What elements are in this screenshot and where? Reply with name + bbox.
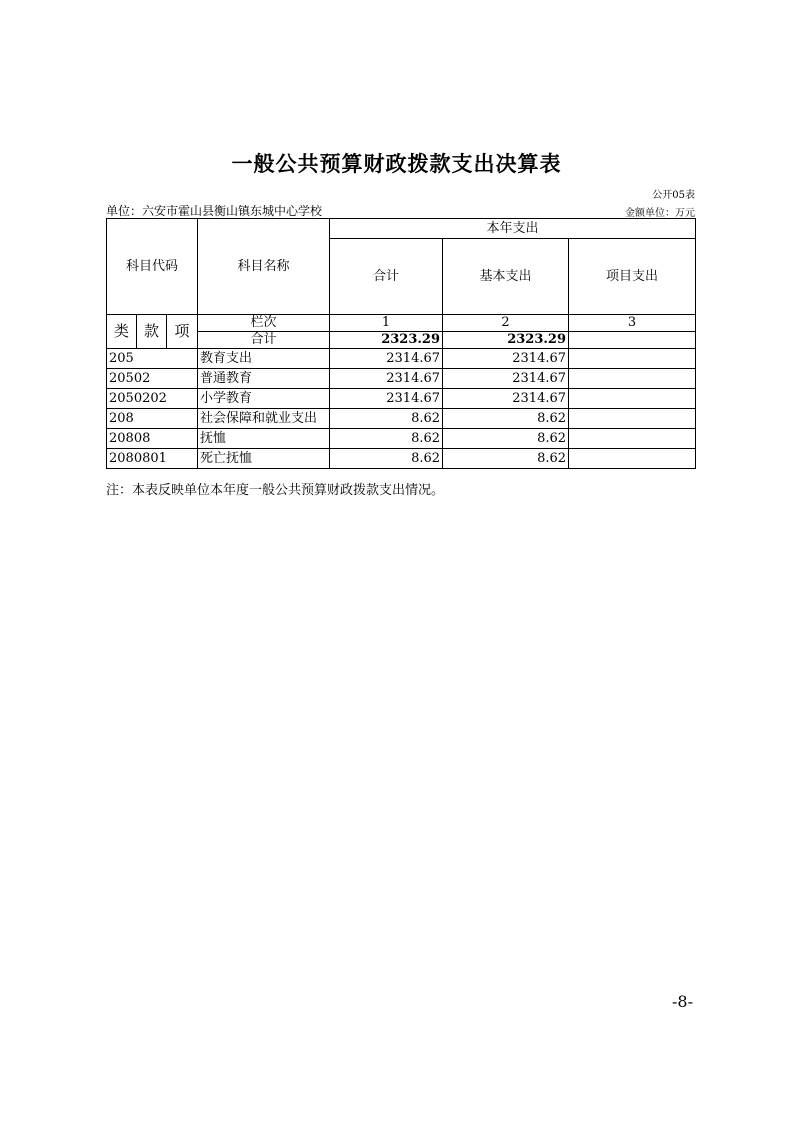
header-current-year: 本年支出 xyxy=(330,219,696,239)
header-row-1 xyxy=(107,219,696,239)
row-name: 社会保障和就业支出 xyxy=(198,409,330,429)
row-name: 死亡抚恤 xyxy=(198,449,330,469)
form-number: 公开05表 xyxy=(652,190,695,201)
row-name: 小学教育 xyxy=(198,389,330,409)
column-number-row xyxy=(107,315,696,332)
total-project xyxy=(569,332,696,349)
row-code: 2080801 xyxy=(107,449,198,469)
reporting-unit: 单位：六安市霍山县衡山镇东城中心学校 xyxy=(106,204,323,218)
footnote: 注：本表反映单位本年度一般公共预算财政拨款支出情况。 xyxy=(106,483,445,498)
table-row xyxy=(107,409,696,429)
row-basic: 8.62 xyxy=(443,409,569,429)
row-project xyxy=(569,409,696,429)
table-row xyxy=(107,449,696,469)
table-row xyxy=(107,349,696,369)
header-subject-name: 科目名称 xyxy=(198,219,330,315)
total-basic: 2323.29 xyxy=(443,332,569,349)
row-code: 208 xyxy=(107,409,198,429)
row-name: 抚恤 xyxy=(198,429,330,449)
row-basic: 2314.67 xyxy=(443,369,569,389)
column-no-2: 2 xyxy=(443,315,569,332)
row-project xyxy=(569,389,696,409)
total-amount: 2323.29 xyxy=(330,332,443,349)
row-total: 8.62 xyxy=(330,449,443,469)
row-project xyxy=(569,369,696,389)
document-title: 一般公共预算财政拨款支出决算表 xyxy=(231,152,562,176)
column-no-label: 栏次 xyxy=(198,315,330,332)
column-no-3: 3 xyxy=(569,315,696,332)
row-total: 2314.67 xyxy=(330,369,443,389)
row-code: 2050202 xyxy=(107,389,198,409)
header-project: 项目支出 xyxy=(569,239,696,315)
row-total: 8.62 xyxy=(330,429,443,449)
row-project xyxy=(569,449,696,469)
header-kuan: 款 xyxy=(137,315,167,349)
table-row xyxy=(107,389,696,409)
header-xiang: 项 xyxy=(167,315,198,349)
header-total: 合计 xyxy=(330,239,443,315)
total-label: 合计 xyxy=(198,332,330,349)
header-subject-code: 科目代码 xyxy=(107,219,198,315)
row-project xyxy=(569,349,696,369)
row-total: 8.62 xyxy=(330,409,443,429)
row-code: 20502 xyxy=(107,369,198,389)
row-basic: 8.62 xyxy=(443,429,569,449)
row-code: 20808 xyxy=(107,429,198,449)
page-number: -8- xyxy=(672,992,693,1011)
row-basic: 8.62 xyxy=(443,449,569,469)
row-project xyxy=(569,429,696,449)
table-row xyxy=(107,429,696,449)
row-code: 205 xyxy=(107,349,198,369)
row-basic: 2314.67 xyxy=(443,349,569,369)
expenditure-table xyxy=(106,218,696,469)
amount-unit: 金额单位：万元 xyxy=(625,208,695,219)
row-total: 2314.67 xyxy=(330,349,443,369)
row-name: 教育支出 xyxy=(198,349,330,369)
row-total: 2314.67 xyxy=(330,389,443,409)
row-name: 普通教育 xyxy=(198,369,330,389)
column-no-1: 1 xyxy=(330,315,443,332)
header-lei: 类 xyxy=(107,315,137,349)
row-basic: 2314.67 xyxy=(443,389,569,409)
table-row xyxy=(107,369,696,389)
header-basic: 基本支出 xyxy=(443,239,569,315)
